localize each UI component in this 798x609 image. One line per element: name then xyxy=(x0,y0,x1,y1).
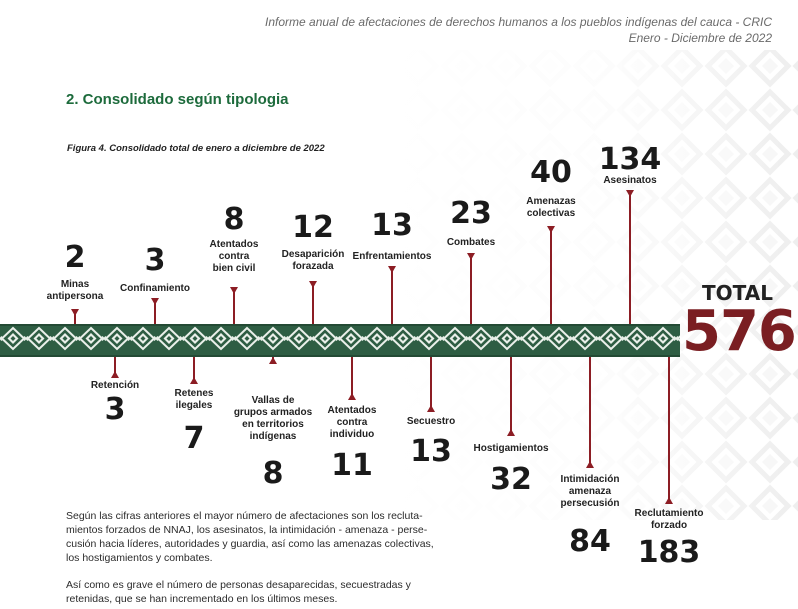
category-label: Retención xyxy=(90,380,140,391)
category-value: 7 xyxy=(183,421,205,456)
paragraph-1 xyxy=(66,509,434,565)
category-label: Amenazas colectivas xyxy=(526,196,576,219)
woven-band xyxy=(0,324,680,357)
connector-marker xyxy=(230,287,238,294)
category-label: Confinamiento xyxy=(120,283,190,294)
paragraph-2 xyxy=(66,578,411,606)
connector-line xyxy=(470,255,472,324)
connector-line xyxy=(510,357,512,434)
category-label: Vallas de grupos armados en territorios indígenas xyxy=(233,395,313,442)
connector-marker xyxy=(665,497,673,504)
connector-line xyxy=(391,268,393,324)
connector-marker xyxy=(71,309,79,316)
category-label: Reclutamiento forzado xyxy=(634,508,704,531)
category-label: Enfrentamientos xyxy=(352,251,432,262)
connector-line xyxy=(589,357,591,466)
category-label: Secuestro xyxy=(406,416,456,427)
connector-marker xyxy=(586,461,594,468)
connector-line xyxy=(629,192,631,324)
connector-marker xyxy=(309,281,317,288)
category-label: Hostigamientos xyxy=(473,443,549,454)
category-label: Combates xyxy=(446,237,496,248)
category-value: 84 xyxy=(569,524,611,559)
connector-marker xyxy=(388,266,396,273)
connector-marker xyxy=(467,253,475,260)
connector-marker xyxy=(111,371,119,378)
category-label: Minas antipersona xyxy=(46,279,104,302)
paragraph-1-line: Según las cifras anteriores el mayor número de afectaciones son los recluta- xyxy=(66,510,423,522)
connector-marker xyxy=(547,226,555,233)
report-header xyxy=(265,14,772,46)
category-value: 32 xyxy=(490,462,532,497)
category-value: 40 xyxy=(530,155,572,190)
paragraph-1-line: mientos forzados de NNAJ, los asesinatos, la intimidación - amenaza - perse- xyxy=(66,524,428,536)
category-value: 13 xyxy=(410,434,452,469)
category-label: Atentados contra individuo xyxy=(327,405,377,440)
connector-line xyxy=(668,357,670,502)
paragraph-1-line: los hostigamientos y combates. xyxy=(66,552,213,564)
connector-marker xyxy=(507,429,515,436)
paragraph-2-line: retenidas, que se han incrementado en los últimos meses. xyxy=(66,593,338,605)
category-label: Asesinatos xyxy=(603,175,657,186)
connector-marker xyxy=(348,393,356,400)
category-value: 134 xyxy=(598,142,662,177)
connector-line xyxy=(430,357,432,410)
connector-marker xyxy=(626,190,634,197)
header-title: Informe anual de afectaciones de derechos humanos a los pueblos indígenas del cauca - CRIC xyxy=(265,15,772,29)
section-title: 2. Consolidado según tipologia xyxy=(66,91,289,108)
connector-marker xyxy=(151,298,159,305)
category-value: 8 xyxy=(262,456,284,491)
figure-caption: Figura 4. Consolidado total de enero a diciembre de 2022 xyxy=(67,143,325,154)
total-value: 576 xyxy=(682,299,796,364)
category-value: 23 xyxy=(450,196,492,231)
connector-marker xyxy=(427,405,435,412)
category-value: 12 xyxy=(292,210,334,245)
connector-marker xyxy=(269,357,277,364)
paragraph-1-line: cusión hacia líderes, autoridades y guardia, así como las amenazas colectivas, xyxy=(66,538,434,550)
category-label: Atentados contra bien civil xyxy=(209,239,259,274)
category-value: 8 xyxy=(223,202,245,237)
header-period: Enero - Diciembre de 2022 xyxy=(628,31,772,45)
total-label: TOTAL xyxy=(702,281,773,305)
category-value: 3 xyxy=(144,243,166,278)
category-value: 3 xyxy=(104,392,126,427)
connector-marker xyxy=(190,377,198,384)
category-label: Intimidación amenaza persecusión xyxy=(560,474,620,509)
connector-line xyxy=(312,283,314,324)
paragraph-2-line: Así como es grave el número de personas desaparecidas, secuestradas y xyxy=(66,579,411,591)
connector-line xyxy=(351,357,353,398)
connector-line xyxy=(550,228,552,324)
category-value: 13 xyxy=(371,208,413,243)
category-value: 11 xyxy=(331,448,373,483)
category-value: 183 xyxy=(637,535,701,570)
category-label: Retenes ilegales xyxy=(174,388,214,411)
category-label: Desaparición forazada xyxy=(281,249,345,272)
connector-line xyxy=(233,289,235,324)
category-value: 2 xyxy=(64,240,86,275)
